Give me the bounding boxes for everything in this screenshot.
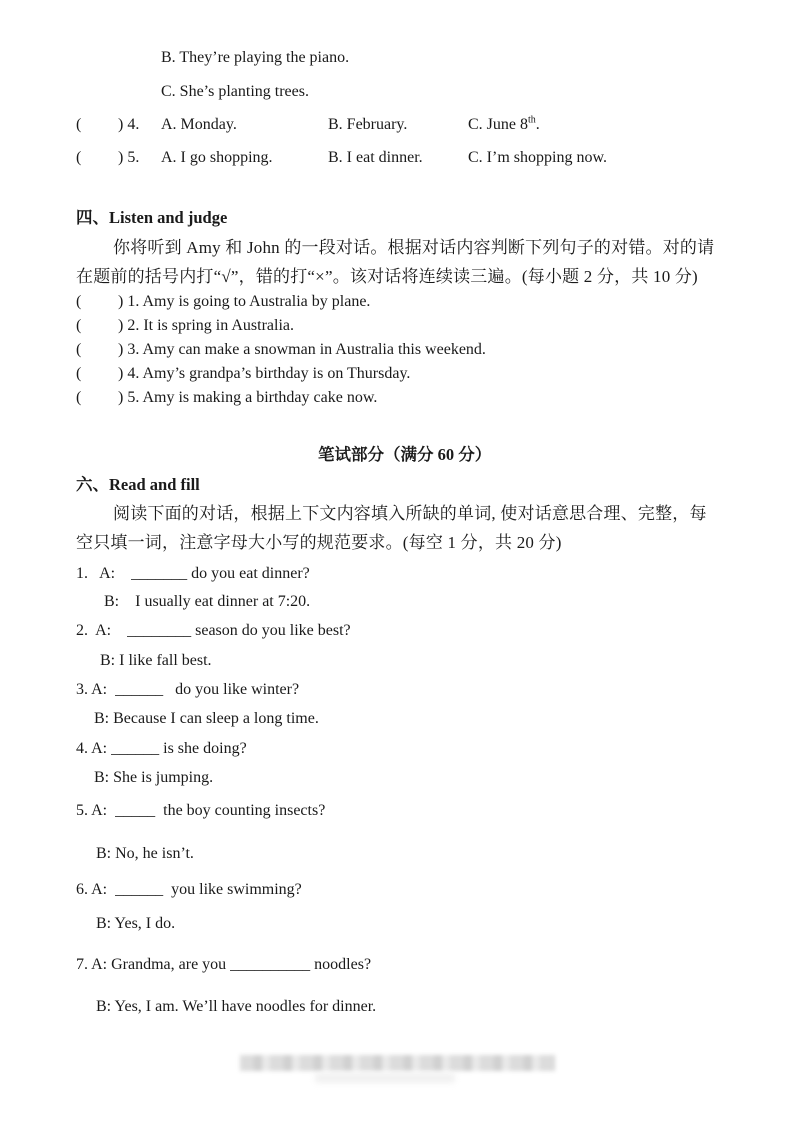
answer-paren: ( — [76, 149, 82, 166]
dialogue-answer: B: She is jumping. — [94, 769, 214, 786]
blurred-footer-watermark-shadow — [315, 1073, 455, 1083]
question-number: ) 4. — [118, 116, 140, 133]
dialogue-question: 6. A: ______ you like swimming? — [76, 881, 302, 898]
judge-statement: ) 3. Amy can make a snowman in Australia this weekend. — [118, 341, 486, 358]
option-b: B. February. — [328, 116, 408, 133]
dialogue-answer: B: Yes, I am. We’ll have noodles for dinner. — [96, 998, 377, 1015]
dialogue-question: 7. A: Grandma, are you __________ noodles? — [76, 956, 372, 973]
option-c: C. June 8th. — [468, 114, 540, 133]
dialogue-answer: B: I usually eat dinner at 7:20. — [104, 593, 311, 610]
section6-title: 六、Read and fill — [76, 475, 200, 494]
section6-instruction-line2: 空只填一词，注意字母大小写的规范要求。(每空 1 分，共 20 分) — [76, 533, 562, 552]
section4-title: 四、Listen and judge — [76, 208, 228, 227]
written-part-title: 笔试部分（满分 60 分） — [318, 445, 492, 464]
answer-paren: ( — [76, 293, 82, 310]
judge-statement: ) 5. Amy is making a birthday cake now. — [118, 389, 378, 406]
q3-option-b: B. They’re playing the piano. — [161, 49, 350, 66]
dialogue-question: 4. A: ______ is she doing? — [76, 740, 247, 757]
dialogue-question: 3. A: ______ do you like winter? — [76, 681, 300, 698]
answer-paren: ( — [76, 365, 82, 382]
ordinal-suffix: th — [528, 114, 536, 126]
option-c: C. I’m shopping now. — [468, 149, 607, 166]
dialogue-answer: B: No, he isn’t. — [96, 845, 194, 862]
blurred-footer-watermark — [240, 1055, 555, 1071]
section4-instruction-line2: 在题前的括号内打“√”，错的打“×”。该对话将连续读三遍。(每小题 2 分，共 10 分) — [76, 267, 698, 286]
option-b: B. I eat dinner. — [328, 149, 423, 166]
section4-instruction-line1: 你将听到 Amy 和 John 的一段对话。根据对话内容判断下列句子的对错。对的请 — [113, 238, 715, 257]
option-a: A. I go shopping. — [161, 149, 273, 166]
dialogue-question: 5. A: _____ the boy counting insects? — [76, 802, 326, 819]
answer-paren: ( — [76, 341, 82, 358]
dialogue-answer: B: Yes, I do. — [96, 915, 176, 932]
judge-statement: ) 4. Amy’s grandpa’s birthday is on Thursday. — [118, 365, 411, 382]
q3-option-c: C. She’s planting trees. — [161, 83, 309, 100]
dialogue-answer: B: Because I can sleep a long time. — [94, 710, 319, 727]
answer-paren: ( — [76, 389, 82, 406]
judge-statement: ) 1. Amy is going to Australia by plane. — [118, 293, 371, 310]
question-number: ) 5. — [118, 149, 140, 166]
dialogue-question: 1. A: _______ do you eat dinner? — [76, 565, 310, 582]
judge-statement: ) 2. It is spring in Australia. — [118, 317, 294, 334]
answer-paren: ( — [76, 116, 82, 133]
option-a: A. Monday. — [161, 116, 237, 133]
dialogue-question: 2. A: ________ season do you like best? — [76, 622, 351, 639]
answer-paren: ( — [76, 317, 82, 334]
section6-instruction-line1: 阅读下面的对话，根据上下文内容填入所缺的单词, 使对话意思合理、完整，每 — [113, 504, 707, 523]
dialogue-answer: B: I like fall best. — [100, 652, 212, 669]
